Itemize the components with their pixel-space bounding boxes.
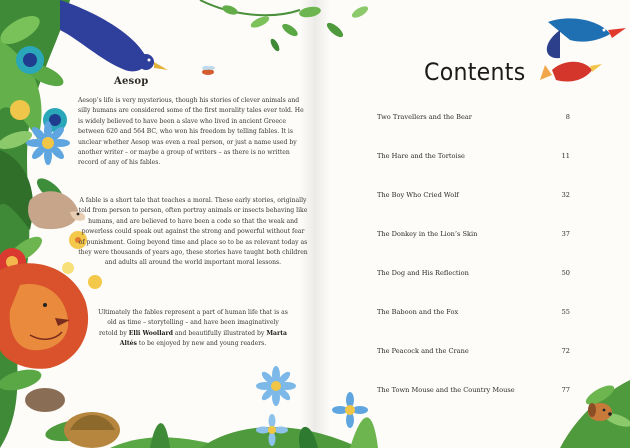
toc-entry-title: The Town Mouse and the Country Mouse: [377, 386, 515, 394]
toc-entry-page: 37: [561, 230, 570, 238]
toc-entry[interactable]: [377, 347, 570, 386]
toc-entry-page: 8: [565, 113, 570, 121]
toc-entry-title: The Baboon and the Fox: [377, 308, 459, 316]
credits-text-start: Ultimately the fables represent a part of human life that is as old as time – storytelling – and have been imaginatively retold by: [98, 309, 288, 337]
insect: [202, 66, 215, 75]
illustrator-name: Marta Altés: [119, 329, 287, 348]
credits-text-end: to be enjoyed by new and young readers.: [136, 340, 267, 348]
toc-entry-title: The Hare and the Tortoise: [377, 152, 465, 160]
intro-paragraph: Aesop’s life is very mysterious, though his stories of clever animals and silly humans are considered some of the first morality tales ever told. He is widely believed to have been a slave who lived in ancient Greece between 620 and 564 BC, who won his freedom by telling fables. It is unclear whether Aesop was even a real person, or just a name used by another writer – or maybe a group of writers – as there is no written record of any of his fables.: [78, 97, 304, 167]
toc-entry-title: The Donkey in the Lion’s Skin: [377, 230, 478, 238]
toc-entry-title: Two Travellers and the Bear: [377, 113, 472, 121]
bottom-foliage: [110, 417, 378, 448]
credits-text-middle: and beautifully illustrated by: [172, 329, 267, 337]
toc-entry-title: The Dog and His Reflection: [377, 269, 469, 277]
blue-daisy-bottom-1: [256, 366, 296, 406]
aesop-heading: Aesop: [114, 76, 149, 87]
fable-definition-paragraph: A fable is a short tale that teaches a moral. These early stories, originally told from person to person, often portray animals or insects behaving like humans, and are believed to have been a code so that the weak and powerless could speak out against the strong and powerful without fear of punishment. Going beyond time and place so to be as relevant today as they were thousands of years ago, these stories have taught both children and adults all around the world important moral lessons.: [78, 197, 308, 267]
tortoise: [25, 388, 120, 448]
toc-entry-page: 55: [561, 308, 570, 316]
author-name: Elli Woollard: [128, 329, 173, 337]
toc-entry-page: 77: [561, 386, 570, 394]
toc-entry[interactable]: [377, 386, 570, 425]
toc-entry-page: 72: [561, 347, 570, 355]
table-of-contents: [377, 113, 570, 425]
toc-entry[interactable]: [377, 269, 570, 308]
toc-entry[interactable]: [377, 308, 570, 347]
lion: [0, 263, 88, 369]
toc-entry-page: 50: [561, 269, 570, 277]
bird-red: [540, 62, 602, 82]
toc-entry[interactable]: [377, 191, 570, 230]
toc-entry-title: The Peacock and the Crane: [377, 347, 469, 355]
toc-entry-page: 32: [561, 191, 570, 199]
toc-entry[interactable]: [377, 152, 570, 191]
toc-entry[interactable]: [377, 230, 570, 269]
toc-entry-title: The Boy Who Cried Wolf: [377, 191, 459, 199]
toc-entry-page: 11: [561, 152, 570, 160]
hedgehog: [28, 191, 85, 229]
toc-entry[interactable]: [377, 113, 570, 152]
contents-title: Contents: [424, 58, 526, 86]
bird-blue: [547, 18, 626, 58]
dog: [588, 403, 612, 421]
top-vines: [200, 0, 370, 53]
credits-paragraph: [98, 308, 288, 350]
